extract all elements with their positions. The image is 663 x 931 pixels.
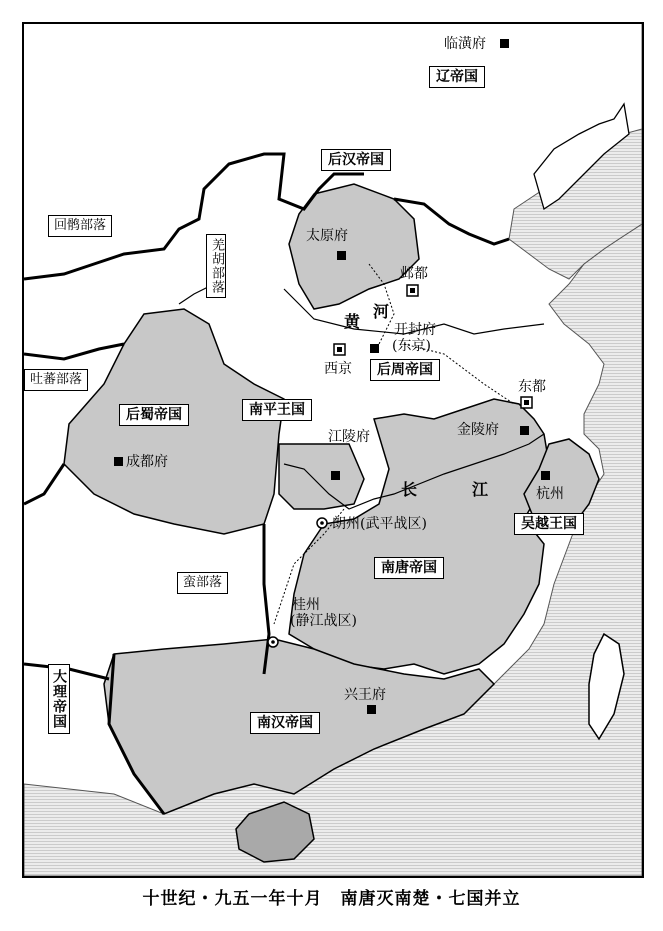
kingdom-dali: 大理帝国 xyxy=(48,664,70,734)
tribe-man: 蛮部落 xyxy=(177,572,228,594)
map-caption: 十世纪・九五一年十月 南唐灭南楚・七国并立 xyxy=(142,889,521,909)
tribe-tubo: 吐蕃部落 xyxy=(24,369,88,391)
city-jinling: 金陵府 xyxy=(457,422,499,438)
linhuang-marker xyxy=(500,39,509,48)
jiangling-marker xyxy=(331,471,340,480)
city-hangzhou: 杭州 xyxy=(536,486,564,502)
hangzhou-marker xyxy=(541,471,550,480)
taiyuan-marker xyxy=(337,251,346,260)
city-chengdu: 成都府 xyxy=(126,454,168,470)
city-xingwang: 兴王府 xyxy=(344,687,386,703)
river-chang-1: 长 xyxy=(401,480,418,499)
tribe-qianghu: 羌胡部落 xyxy=(206,234,226,298)
city-taiyuan: 太原府 xyxy=(306,228,348,244)
kingdom-wuyue: 吴越王国 xyxy=(514,513,584,535)
river-huang-1: 黄 xyxy=(344,312,361,331)
city-kaifeng: 开封府 xyxy=(394,322,436,338)
langzhou-dot xyxy=(320,521,324,525)
map xyxy=(22,22,644,878)
city-kaifeng-alias: (东京) xyxy=(392,338,431,354)
city-langzhou: 朗州(武平战区) xyxy=(332,516,427,532)
dongdu-dot xyxy=(524,400,529,405)
kingdom-liao: 辽帝国 xyxy=(429,66,485,88)
kingdom-later-zhou: 后周帝国 xyxy=(370,359,440,381)
chengdu-marker xyxy=(114,457,123,466)
kingdom-later-shu: 后蜀帝国 xyxy=(119,404,189,426)
city-guizhou-alias: (静江战区) xyxy=(290,613,357,629)
xingwang-marker xyxy=(367,705,376,714)
xijing-dot xyxy=(337,347,342,352)
tribe-huihe: 回鹘部落 xyxy=(48,215,112,237)
kingdom-southern-tang: 南唐帝国 xyxy=(374,557,444,579)
jinling-marker xyxy=(520,426,529,435)
city-guizhou: 桂州 xyxy=(292,597,320,613)
city-jiangling: 江陵府 xyxy=(328,429,370,445)
kingdom-southern-han: 南汉帝国 xyxy=(250,712,320,734)
guizhou-dot xyxy=(271,640,275,644)
yedu-dot xyxy=(410,288,415,293)
kaifeng-marker xyxy=(370,344,379,353)
river-huang-2: 河 xyxy=(373,302,390,321)
city-dongdu: 东都 xyxy=(518,379,546,395)
river-chang-2: 江 xyxy=(472,480,489,499)
city-linhuang: 临潢府 xyxy=(444,36,486,52)
kingdom-nanping: 南平王国 xyxy=(242,399,312,421)
city-xijing: 西京 xyxy=(324,361,352,377)
kingdom-later-han: 后汉帝国 xyxy=(321,149,391,171)
territory-nanping xyxy=(279,444,364,509)
city-yedu: 邺都 xyxy=(400,266,428,282)
